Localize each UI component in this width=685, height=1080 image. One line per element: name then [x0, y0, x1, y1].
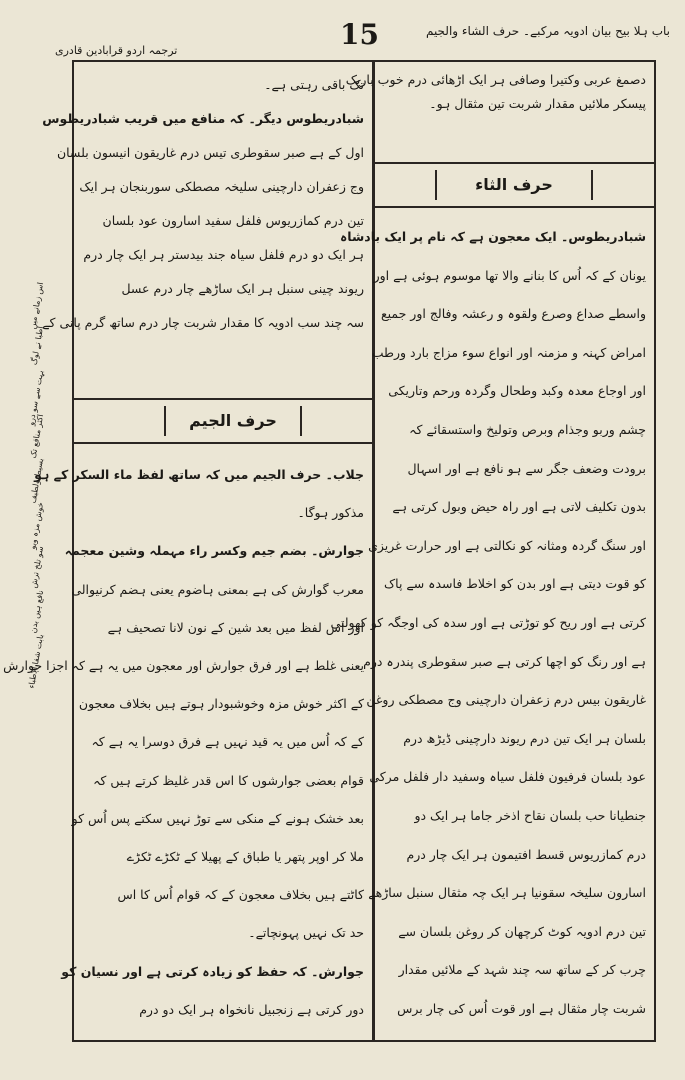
text-line: اور اس لفظ میں بعد شین کے نون لانا تصحیف ہے — [107, 619, 364, 635]
text-line: ملا کر اوپر پتھر یا طباق کے پھیلا کے ٹکڑے ٹکڑے — [126, 849, 364, 865]
left-column-top-text — [42, 68, 364, 340]
text-line: برودت وضعف جگر سے ہو نافع ہے اور اسہال — [407, 460, 646, 476]
margin-note-line: نافع ہیں بدن — [28, 589, 46, 634]
margin-note-line: بہت سے سو درو — [26, 369, 46, 427]
text-line: کرتی ہے اور ریح کو توڑتی ہے اور سدہ کی اوجگہ کو کھولتی — [330, 614, 646, 630]
page-number: 15 — [340, 18, 379, 51]
text-line: غاریقون بیس درم زعفران دارچینی وج مصطکی روغن — [366, 692, 646, 708]
text-line: ہے اور رنگ کو اچھا کرتی ہے صبر سقوطری پندرہ درم — [363, 653, 646, 669]
text-line: اور سنگ گردہ ومثانہ کو نکالتی ہے اور حرارت غریزی — [368, 537, 646, 553]
text-line: شربت چار مثقال ہے اور قوت اُس کی چار برس — [397, 1000, 646, 1016]
margin-note-line: بابت شفا الاطباء — [26, 633, 46, 690]
text-line: ریوند چینی سنبل ہر ایک ساڑھے چار درم عسل — [121, 281, 364, 296]
text-line: کاٹتے ہیں بخلاف معجون کے کہ قوام اُس کا اس — [117, 887, 364, 903]
section-heading: حرف الجیم — [164, 406, 302, 436]
margin-note-line: سو تلخ ترش — [28, 545, 46, 589]
text-line: اور اوجاع معدہ وکبد وطحال وگردہ ورحم وتاریکی — [388, 383, 646, 399]
margin-note-line: اطبا نے لوگ — [29, 325, 46, 366]
margin-note-line: خوش مزہ وبو — [28, 501, 46, 550]
text-line: جوارش۔ کہ حفظ کو زیادہ کرتی ہے اور نسیان کو — [61, 963, 364, 979]
text-line: کے اکثر خوش مزہ وخوشبودار ہوتے ہیں بخلاف معجون — [78, 696, 364, 712]
text-line: سہ چند سب ادویہ کا مقدار شربت چار درم ساتھ گرم پانی کے — [42, 315, 364, 330]
right-column-top-text — [345, 68, 646, 116]
text-line: چرب کر کے ساتھ سہ چند شہد کے ملائیں مقدار — [398, 962, 646, 978]
text-line: اسارون سلیخہ سقونیا ہر ایک چہ مثقال سنبل ساڑھے — [368, 885, 646, 901]
text-line: یعنی غلط ہے اور فرق جوارش اور معجون میں یہ ہے کہ اجزا جوارش — [3, 658, 364, 674]
text-line: شبادریطوس دیگر۔ کہ منافع میں قریب شبادریطوس — [42, 111, 364, 126]
text-line: بدون تکلیف لاتی ہے اور راہ حیض وبول کرتی ہے — [392, 499, 646, 515]
text-line: دور کرتی ہے زنجبیل نانخواہ ہر ایک دو درم — [139, 1001, 364, 1017]
book-title: ترجمہ اردو قرابادین قادری — [55, 44, 178, 57]
text-line: عود بلسان فرفیون فلفل سیاہ وسفید دار فلفل مرکی — [369, 769, 646, 785]
text-line: جلاب۔ حرف الجیم میں کہ ساتھ لفظ ماء السکر کے ہو — [34, 467, 364, 482]
heading-box-jeem — [74, 398, 372, 444]
text-line: تک باقی رہتی ہے۔ — [264, 77, 364, 92]
text-line: کے کہ اُس میں یہ قید نہیں ہے فرق دوسرا یہ ہے کہ — [91, 734, 364, 750]
text-line: درم کمازریوس قسط افتیمون ہر ایک چار درم — [406, 846, 646, 862]
running-title: باب ہلا بیح بیان ادویہ مرکبے۔ حرف الشاء والجیم — [425, 24, 670, 38]
text-line: یونان کے کہ اُس کا بنانے والا تھا موسوم ہوئی ہے اور — [373, 267, 646, 283]
text-line: مذکور ہوگا۔ — [297, 505, 364, 521]
text-line: تین درم کمازریوس فلفل سفید اسارون عود بلسان — [102, 213, 364, 228]
text-line: تین درم ادویہ کوٹ کرچھان کر روغن بلسان سے — [398, 923, 646, 939]
text-line: دصمغ عربی وکتیرا وصافی ہر ایک اڑھائی درم خوب باریک — [345, 72, 646, 87]
text-line: چشم وربو وجذام وبرص وتولیخ واستسقائے کہ — [409, 421, 646, 437]
text-line: قوام بعضی جوارشوں کا اس قدر غلیظ کرتے ہیں کہ — [93, 772, 364, 788]
margin-note-line: اکثر منافع تک — [28, 413, 46, 460]
margin-note-line: اس زمانے میں — [28, 281, 46, 330]
text-line: امراض کہنہ و مزمنہ اور انواع سوء مزاج بارد ورطب — [371, 344, 646, 360]
text-line: کو قوت دیتی ہے اور بدن کو اخلاط فاسدہ سے پاک — [383, 576, 646, 592]
text-line: ہر ایک دو درم فلفل سیاہ جند بیدستر ہر ایک چار درم — [83, 247, 364, 262]
text-line: حد تک نہیں پہونچاتے۔ — [248, 925, 364, 941]
text-line: پیسکر ملائیں مقدار شربت تین مثقال ہو۔ — [429, 96, 646, 111]
margin-note-line: بسیط ولطیف — [28, 457, 46, 504]
text-line: جوارش۔ بضم جیم وکسر راء مہملہ وشین معجمہ — [64, 543, 364, 559]
text-line: بلسان ہر ایک تین درم ریوند دارچینی ڈیڑھ درم — [403, 730, 646, 746]
text-line: وج زعفران دارچینی سلیخہ مصطکی سوربنجان ہر ایک — [79, 179, 364, 194]
text-line: اول کے ہے صبر سقوطری تیس درم غاریقون انیسون بلسان — [56, 145, 364, 160]
section-heading: حرف الثاء — [435, 170, 593, 200]
text-line: بعد خشک ہونے کے منکی سے توڑ نہیں سکتے پس اُس کو — [71, 810, 364, 826]
text-line: معرب گوارش کی ہے بمعنی ہاضوم یعنی ہضم کرنیوالی — [71, 581, 364, 597]
heading-box-tha — [375, 162, 654, 208]
text-line: جنطیانا حب بلسان نقاح اذخر جاما ہر ایک دو — [414, 807, 646, 823]
text-line: شبادریطوس۔ ایک معجون ہے کہ نام پر ایک بادشاہ — [339, 229, 646, 244]
text-line: واسطے صداع وصرع ولقوہ و رعشہ وفالج اور جمیع — [380, 306, 646, 322]
